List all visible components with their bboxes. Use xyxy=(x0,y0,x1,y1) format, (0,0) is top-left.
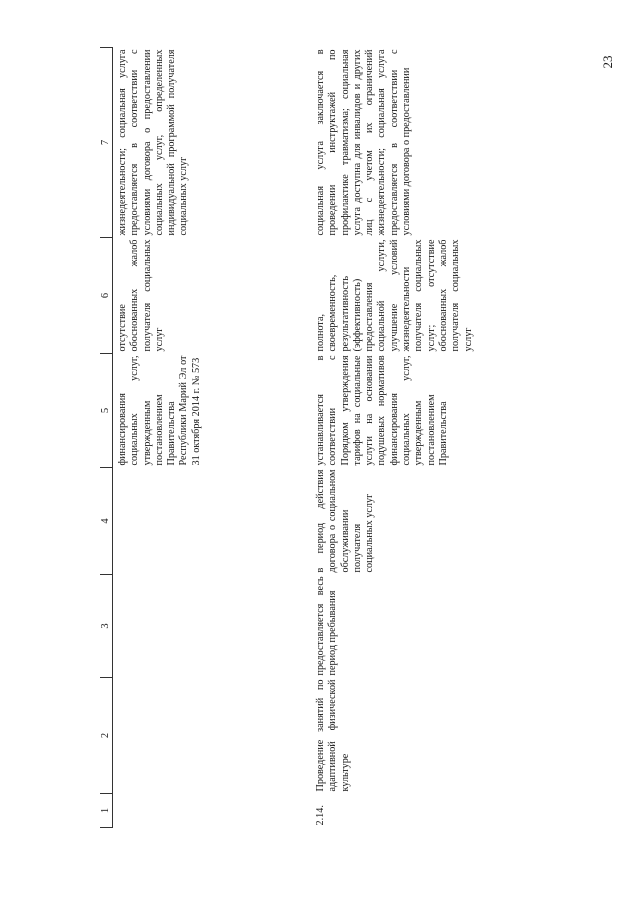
column-header-2: 2 xyxy=(100,678,113,794)
cell-tariff: финансирования социальных услуг, утвержденным постановлением Правительства Республики Марий Эл от 31 октября 2014 г. № 573 xyxy=(117,355,202,466)
column-header-1: 1 xyxy=(100,794,113,828)
cell-number xyxy=(113,794,306,828)
cell-number: 2.14. xyxy=(315,805,326,826)
rotated-table-wrapper xyxy=(100,48,552,828)
cell-volume xyxy=(113,575,306,678)
page-number: 23 xyxy=(600,55,615,69)
cell-volume: предоставляется весь период пребывания xyxy=(315,576,339,676)
services-table xyxy=(100,47,547,828)
cell-service-name xyxy=(113,678,306,794)
cell-quality-indicators: отсутствие обоснованных жалоб получателя социальных услуг xyxy=(117,239,165,352)
column-header-6: 6 xyxy=(100,238,113,354)
cell-conditions: жизнедеятельности; социальная услуга предоставляется в соответствии с условиями договора о предоставлении социальных услуг, определенных индивидуальной программой получателя социальных услуг xyxy=(117,49,190,236)
column-header-7: 7 xyxy=(100,48,113,238)
cell-period: в период действия договора о социальном обслуживании получателя социальных услуг xyxy=(315,469,376,573)
cell-quality-indicators: полнота, своевременность, результативность (эффективность) предоставления социальной услуги, улучшение условий жизнедеятельности получателя социальных услуг; отсутствие обоснованных жалоб получателя социальных услуг xyxy=(315,239,474,352)
table-row-2-14 xyxy=(305,48,547,828)
cell-period xyxy=(113,468,306,575)
column-header-3: 3 xyxy=(100,575,113,678)
column-header-5: 5 xyxy=(100,354,113,468)
table-row-continuation xyxy=(113,48,306,828)
column-header-4: 4 xyxy=(100,468,113,575)
cell-service-name: Проведение занятий по адаптивной физической культуре xyxy=(315,679,351,792)
column-number-row xyxy=(100,48,113,828)
cell-conditions: социальная услуга заключается в проведении инструктажей по профилактике травматизма; социальная услуга доступна для инвалидов и других лиц с учетом их ограничений жизнедеятельности; социальная услуга предоставляется в соответствии с условиями договора о предоставлении xyxy=(315,49,413,236)
cell-tariff: устанавливается в соответствии с Порядком утверждения тарифов на социальные услуги на основании подушевых нормативов финансирования социальных услуг, утвержденным постановлением Правительства xyxy=(315,355,449,466)
